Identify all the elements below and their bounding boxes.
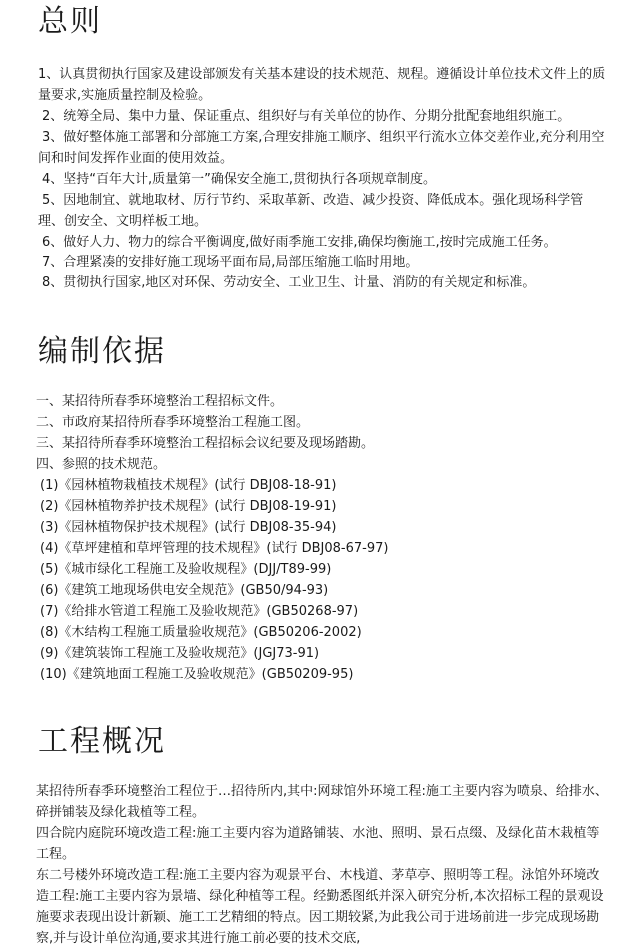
standard-item-8: (8)《木结构工程施工质量验收规范》(GB50206-2002): [40, 625, 362, 640]
general-item-5: 5、因地制宜、就地取材、厉行节约、采取革新、改造、减少投资、降低成本。强化现场科学管理、创安全、文明样板工地。: [38, 193, 584, 229]
section-title-basis: 编制依据: [38, 334, 166, 369]
standard-item-10: (10)《建筑地面工程施工及验收规范》(GB50209-95): [40, 667, 354, 682]
standard-item-6: (6)《建筑工地现场供电安全规范》(GB50/94-93): [40, 583, 329, 598]
standard-item-4: (4)《草坪建植和草坪管理的技术规程》(试行 DBJ08-67-97): [40, 541, 389, 556]
general-item-2: 2、统筹全局、集中力量、保证重点、组织好与有关单位的协作、分期分批配套地组织施工。: [42, 109, 571, 124]
overview-paragraph-1: 某招待所春季环境整治工程位于…招待所内,其中:网球馆外环境工程:施工主要内容为喷泉、给排水、碎拼铺装及绿化栽植等工程。: [36, 784, 608, 820]
basis-item-3: 三、某招待所春季环境整治工程招标会议纪要及现场踏勘。: [36, 436, 375, 451]
section-title-overview: 工程概况: [38, 724, 166, 759]
standard-item-3: (3)《园林植物保护技术规程》(试行 DBJ08-35-94): [40, 520, 337, 535]
general-item-7: 7、合理紧凑的安排好施工现场平面布局,局部压缩施工临时用地。: [42, 255, 419, 270]
basis-item-1: 一、某招待所春季环境整治工程招标文件。: [36, 394, 284, 409]
standard-item-9: (9)《建筑装饰工程施工及验收规范》(JGJ73-91): [40, 646, 320, 661]
general-item-1: 1、认真贯彻执行国家及建设部颁发有关基本建设的技术规范、规程。遵循设计单位技术文件上的质量要求,实施质量控制及检验。: [38, 67, 606, 103]
basis-item-4: 四、参照的技术规范。: [36, 457, 167, 472]
section-title-general: 总则: [38, 4, 102, 39]
general-item-8: 8、贯彻执行国家,地区对环保、劳动安全、工业卫生、计量、消防的有关规定和标准。: [42, 275, 536, 290]
standard-item-5: (5)《城市绿化工程施工及验收规程》(DJJ/T89-99): [40, 562, 332, 577]
standard-item-2: (2)《园林植物养护技术规程》(试行 DBJ08-19-91): [40, 499, 337, 514]
standard-item-1: (1)《园林植物栽植技术规程》(试行 DBJ08-18-91): [40, 478, 337, 493]
overview-paragraph-3: 东二号楼外环境改造工程:施工主要内容为观景平台、木栈道、茅草亭、照明等工程。泳馆外环境改造工程:施工主要内容为景墙、绿化种植等工程。经勤悉图纸并深入研究分析,本次招标工程的景观设施要求表现出设计新颖、施工工艺精细的特点。因工期较紧,为此我公司于进场前进一步完成现场勘察,并与设计单位沟通,要求其进行施工前必要的技术交底,: [36, 868, 604, 946]
basis-item-2: 二、市政府某招待所春季环境整治工程施工图。: [36, 415, 310, 430]
overview-paragraph-2: 四合院内庭院环境改造工程:施工主要内容为道路铺装、水池、照明、景石点缀、及绿化苗木栽植等工程。: [36, 826, 600, 862]
standard-item-7: (7)《给排水管道工程施工及验收规范》(GB50268-97): [40, 604, 359, 619]
general-item-6: 6、做好人力、物力的综合平衡调度,做好雨季施工安排,确保均衡施工,按时完成施工任务。: [42, 235, 557, 250]
general-item-4: 4、坚持“百年大计,质量第一”确保安全施工,贯彻执行各项规章制度。: [42, 172, 437, 187]
general-item-3: 3、做好整体施工部署和分部施工方案,合理安排施工顺序、组织平行流水立体交差作业,充分利用空间和时间发挥作业面的使用效益。: [38, 130, 605, 166]
